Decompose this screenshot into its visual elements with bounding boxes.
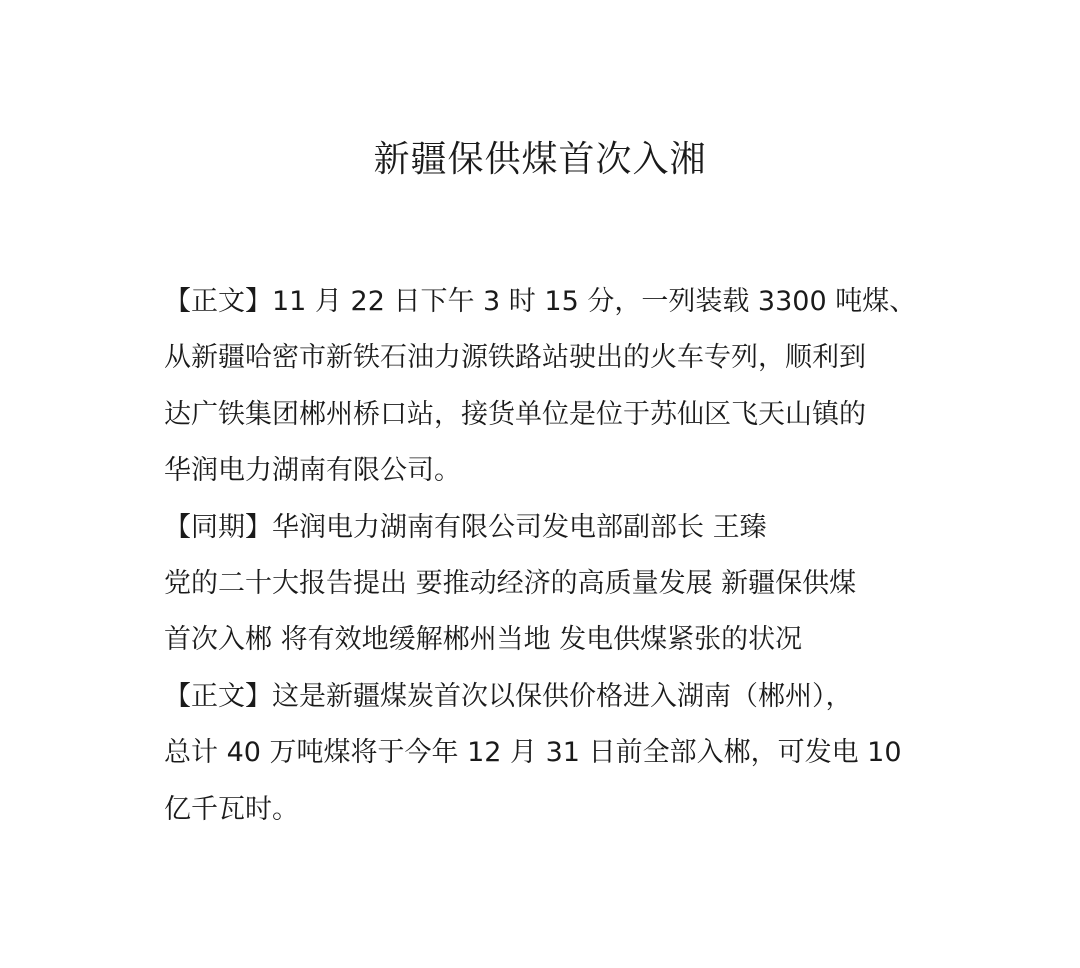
body-line-5-section-tongqi-start: 【同期】华润电力湖南有限公司发电部副部长 王臻: [164, 511, 767, 543]
body-line-7: 首次入郴 将有效地缓解郴州当地 发电供煤紧张的状况: [164, 624, 803, 656]
body-line-4: 华润电力湖南有限公司。: [164, 455, 461, 487]
body-line-1-section-zhengwen-start: 【正文】11 月 22 日下午 3 时 15 分，一列装载 3300 吨煤、: [164, 286, 917, 317]
body-line-2: 从新疆哈密市新铁石油力源铁路站驶出的火车专列，顺利到: [164, 342, 866, 374]
body-line-9: 总计 40 万吨煤将于今年 12 月 31 日前全部入郴，可发电 10: [164, 737, 902, 769]
body-line-6: 党的二十大报告提出 要推动经济的高质量发展 新疆保供煤: [164, 567, 857, 599]
body-line-3: 达广铁集团郴州桥口站，接货单位是位于苏仙区飞天山镇的: [164, 398, 866, 430]
article-body: [164, 274, 944, 838]
body-line-10: 亿千瓦时。: [164, 793, 299, 825]
body-line-8-section-zhengwen-start: 【正文】这是新疆煤炭首次以保供价格进入湖南（郴州），: [164, 680, 853, 712]
article-title: 新疆保供煤首次入湘: [373, 139, 707, 180]
